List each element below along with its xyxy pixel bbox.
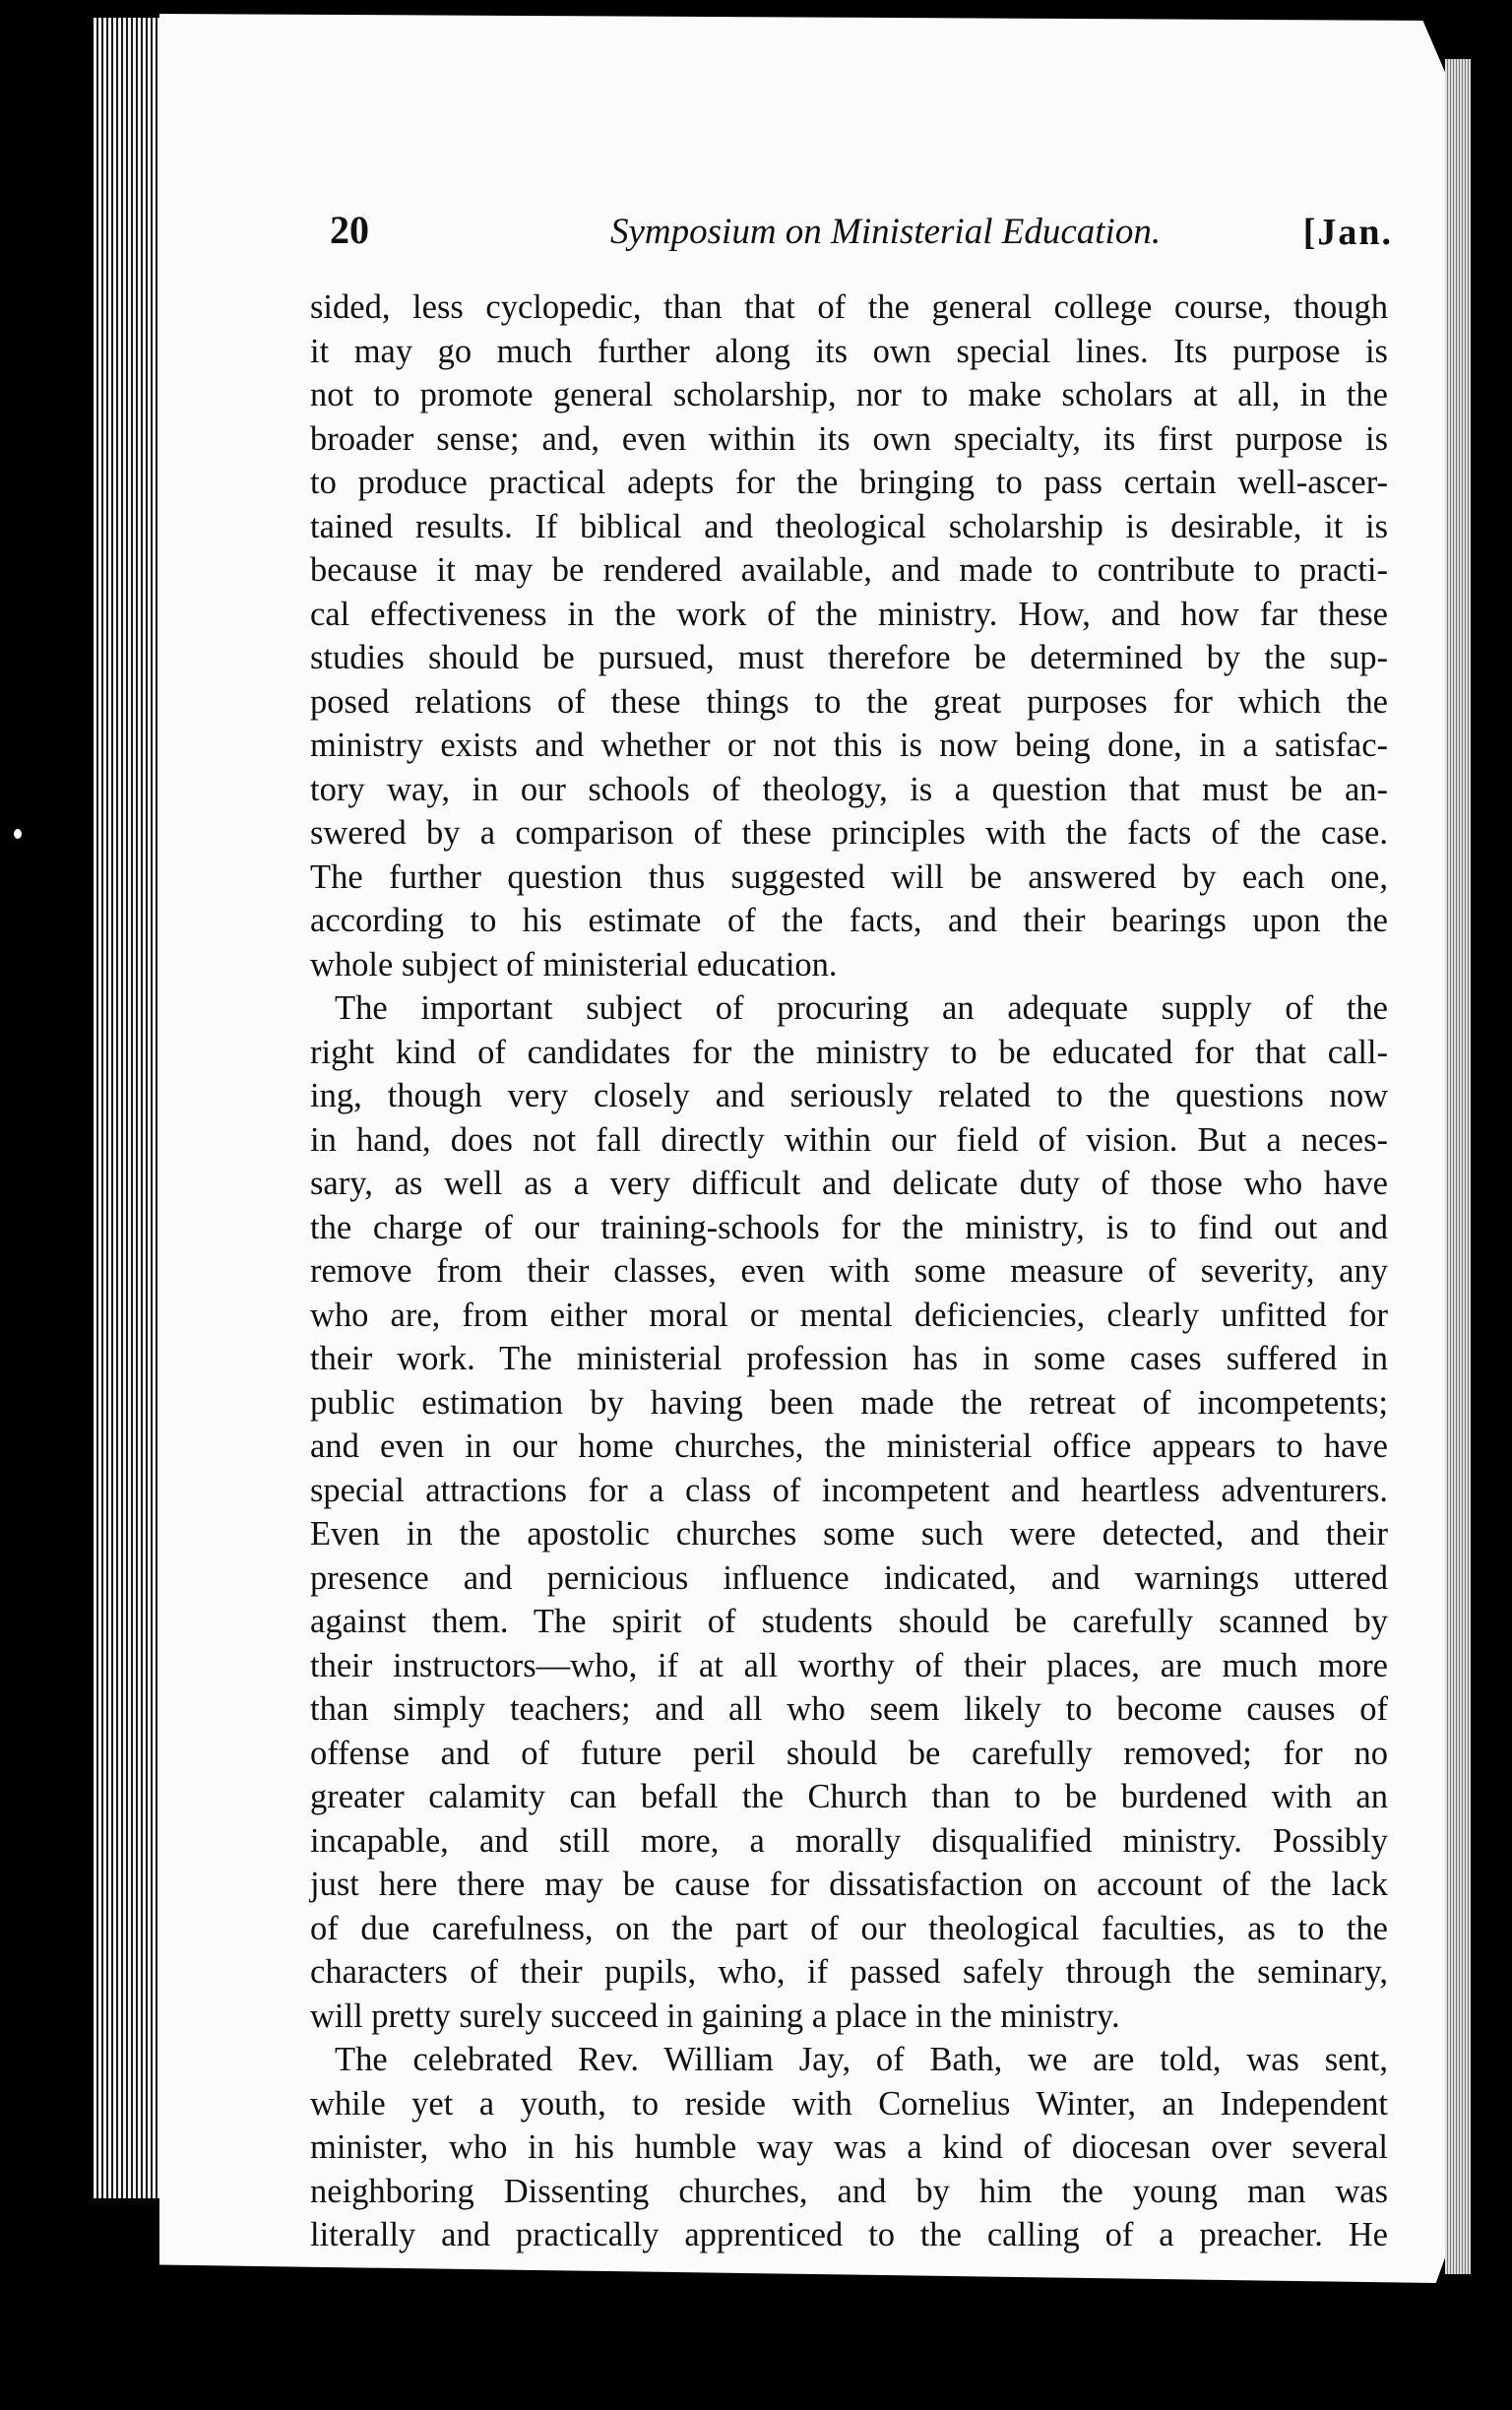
text-line: Even in the apostolic churches some such were detected, and their	[310, 1515, 1388, 1553]
page-stack-edge	[1445, 59, 1471, 2274]
text-line: tained results. If biblical and theological scholarship is desirable, it is	[310, 507, 1388, 545]
running-title: Symposium on Ministerial Education.	[610, 212, 1162, 252]
text-line: incapable, and still more, a morally disqualified ministry. Possibly	[310, 1821, 1388, 1860]
text-line: their instructors—who, if at all worthy of their places, are much more	[310, 1646, 1388, 1684]
text-line: ing, though very closely and seriously related to the questions now	[310, 1077, 1388, 1114]
text-line: tory way, in our schools of theology, is a question that must be an-	[310, 770, 1388, 808]
text-line: will pretty surely succeed in gaining a place in the ministry.	[310, 1997, 1120, 2035]
text-line: their work. The ministerial profession has in some cases suffered in	[310, 1340, 1388, 1377]
text-line: The further question thus suggested will be answered by each one,	[310, 857, 1388, 896]
text-line: who are, from either moral or mental deficiencies, clearly unfitted for	[310, 1296, 1388, 1334]
text-line: according to his estimate of the facts, and their bearings upon the	[310, 902, 1388, 939]
header-month: [Jan.	[1302, 212, 1393, 253]
book-binding-gutter	[0, 0, 167, 2410]
text-line: because it may be rendered available, and made to contribute to practi-	[310, 551, 1388, 589]
text-line: against them. The spirit of students should be carefully scanned by	[310, 1603, 1388, 1640]
text-line: The important subject of procuring an adequate supply of the	[335, 989, 1388, 1027]
text-line: while yet a youth, to reside with Cornelius Winter, an Independent	[310, 2084, 1388, 2123]
text-line: cal effectiveness in the work of the ministry. How, and how far these	[310, 595, 1388, 633]
text-line: The celebrated Rev. William Jay, of Bath, we are told, was sent,	[335, 2041, 1388, 2078]
text-line: broader sense; and, even within its own specialty, its first purpose is	[310, 419, 1388, 458]
body-text	[310, 285, 1388, 2257]
binding-edge-lines	[94, 18, 167, 2198]
text-line: minister, who in his humble way was a kind of diocesan over several	[310, 2128, 1388, 2166]
text-line: public estimation by having been made the retreat of incompetents;	[310, 1383, 1388, 1422]
text-line: neighboring Dissenting churches, and by him the young man was	[310, 2172, 1388, 2210]
text-line: than simply teachers; and all who seem likely to become causes of	[310, 1690, 1388, 1728]
text-line: just here there may be cause for dissatisfaction on account of the lack	[310, 1866, 1388, 1903]
text-line: characters of their pupils, who, if passed safely through the seminary,	[310, 1953, 1388, 1991]
text-line: literally and practically apprenticed to the calling of a preacher. He	[310, 2216, 1388, 2253]
text-line: sary, as well as a very difficult and delicate duty of those who have	[310, 1165, 1388, 1202]
text-line: special attractions for a class of incompetent and heartless adventurers.	[310, 1471, 1388, 1509]
text-line: offense and of future peril should be carefully removed; for no	[310, 1734, 1388, 1772]
text-line: of due carefulness, on the part of our theological faculties, as to the	[310, 1909, 1388, 1947]
text-line: and even in our home churches, the ministerial office appears to have	[310, 1427, 1388, 1465]
text-line: whole subject of ministerial education.	[310, 945, 838, 983]
text-line: swered by a comparison of these principles with the facts of the case.	[310, 814, 1388, 852]
text-line: sided, less cyclopedic, than that of the general college course, though	[310, 288, 1388, 326]
text-line: posed relations of these things to the great purposes for which the	[310, 682, 1388, 721]
text-line: in hand, does not fall directly within our field of vision. But a neces-	[310, 1120, 1388, 1159]
running-header	[330, 207, 1393, 266]
text-line: right kind of candidates for the ministry to be educated for that call-	[310, 1033, 1388, 1071]
scan-speck	[14, 829, 22, 839]
text-line: greater calamity can befall the Church than to be burdened with an	[310, 1778, 1388, 1815]
text-line: the charge of our training-schools for the ministry, is to find out and	[310, 1208, 1388, 1246]
text-line: not to promote general scholarship, nor to make scholars at all, in the	[310, 376, 1388, 413]
text-line: studies should be pursued, must therefore be determined by the sup-	[310, 639, 1388, 676]
text-line: to produce practical adepts for the bringing to pass certain well-ascer-	[310, 464, 1388, 501]
page-number: 20	[330, 208, 369, 252]
text-line: presence and pernicious influence indicated, and warnings uttered	[310, 1558, 1388, 1597]
text-line: remove from their classes, even with some measure of severity, any	[310, 1252, 1388, 1290]
text-line: it may go much further along its own special lines. Its purpose is	[310, 332, 1388, 370]
text-line: ministry exists and whether or not this is now being done, in a satisfac-	[310, 727, 1388, 764]
